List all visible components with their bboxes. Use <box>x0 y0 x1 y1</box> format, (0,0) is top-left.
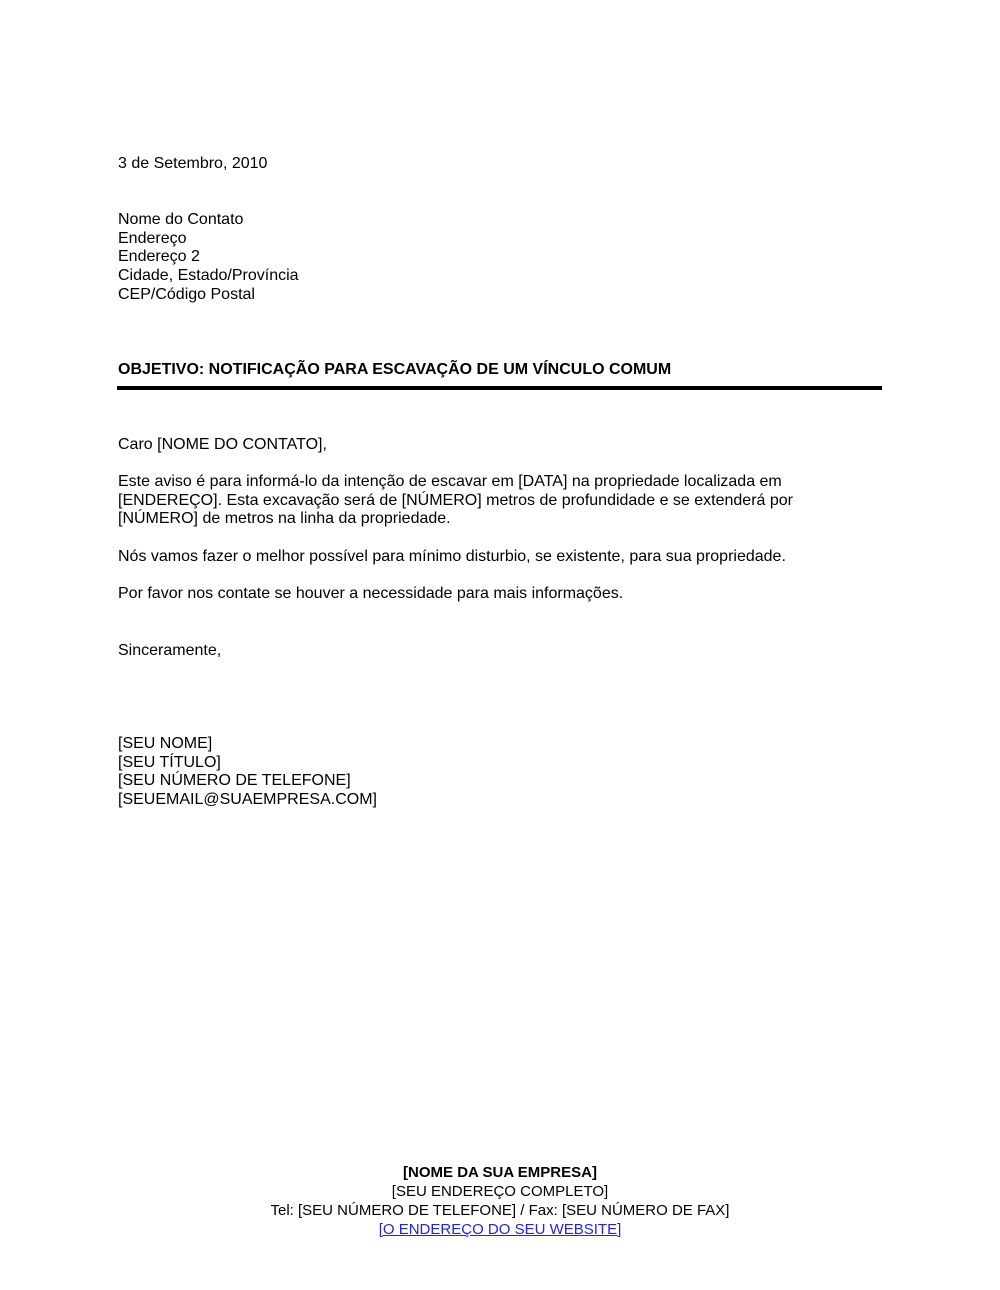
recipient-address <box>118 211 299 305</box>
body-paragraph-3 <box>118 585 623 604</box>
salutation <box>118 436 327 455</box>
signature-email: [SEUEMAIL@SUAEMPRESA.COM] <box>118 791 377 809</box>
footer-company-name: [NOME DA SUA EMPRESA] <box>403 1164 597 1181</box>
closing <box>118 642 221 661</box>
letter-date <box>118 155 267 174</box>
signature-name: [SEU NOME] <box>118 735 213 752</box>
recipient-postal-code: CEP/Código Postal <box>118 285 255 303</box>
subject-heading: OBJETIVO: NOTIFICAÇÃO PARA ESCAVAÇÃO DE UM VÍNCULO COMUM <box>118 361 672 378</box>
date-text: 3 de Setembro, 2010 <box>118 155 268 172</box>
body-paragraph-1 <box>118 473 793 529</box>
paragraph-line: Nós vamos fazer o melhor possível para mínimo disturbio, se existente, para sua propriedade. <box>118 548 786 565</box>
closing-text: Sinceramente, <box>118 642 222 659</box>
paragraph-line: [NÚMERO] de metros na linha da propriedade. <box>118 510 451 528</box>
recipient-address-line-2: Endereço 2 <box>118 248 200 266</box>
company-footer <box>0 1163 1000 1239</box>
recipient-address-line-1: Endereço <box>118 229 187 247</box>
paragraph-line: Este aviso é para informá-lo da intenção de escavar em [DATA] na propriedade localizada em <box>118 473 782 490</box>
footer-contact: Tel: [SEU NÚMERO DE TELEFONE] / Fax: [SEU NÚMERO DE FAX] <box>270 1202 730 1219</box>
signature-title: [SEU TÍTULO] <box>118 753 221 771</box>
paragraph-line: [ENDEREÇO]. Esta excavação será de [NÚMERO] metros de profundidade e se extenderá por <box>118 491 793 509</box>
recipient-city-state: Cidade, Estado/Província <box>118 267 299 285</box>
salutation-text: Caro [NOME DO CONTATO], <box>118 436 327 453</box>
signature-phone: [SEU NÚMERO DE TELEFONE] <box>118 772 351 790</box>
body-paragraph-2 <box>118 548 786 567</box>
footer-website-link[interactable]: [O ENDEREÇO DO SEU WEBSITE] <box>378 1221 622 1238</box>
subject-divider <box>117 386 882 390</box>
footer-address: [SEU ENDEREÇO COMPLETO] <box>391 1183 609 1200</box>
signature-block <box>118 735 377 810</box>
recipient-name: Nome do Contato <box>118 211 244 228</box>
paragraph-line: Por favor nos contate se houver a necessidade para mais informações. <box>118 585 624 602</box>
